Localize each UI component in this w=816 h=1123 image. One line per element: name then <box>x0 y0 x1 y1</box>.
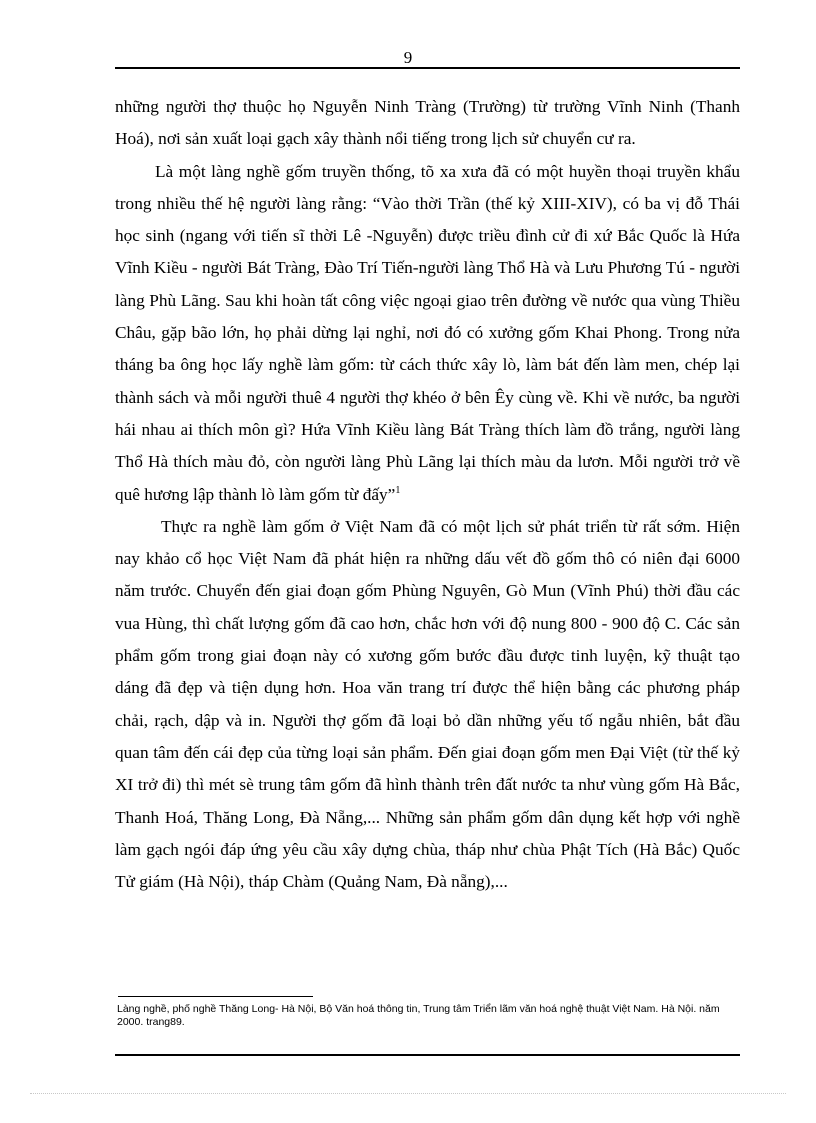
header-rule <box>115 67 740 69</box>
paragraph-2 <box>115 156 740 511</box>
paragraph-3: Thực ra nghề làm gốm ở Việt Nam đã có một lịch sử phát triển từ rất sớm. Hiện nay khảo cổ học Việt Nam đã phát hiện ra những dấu vết đồ gốm thô có niên đại 6000 năm trước. Chuyển đến giai đoạn gốm Phùng Nguyên, Gò Mun (Vĩnh Phú) thời đầu các vua Hùng, thì chất lượng gốm đã cao hơn, chắc hơn với độ nung 800 - 900 độ C. Các sản phẩm gốm trong giai đoạn này có xương gốm bước đầu được tinh luyện, kỹ thuật tạo dáng đã đẹp và tiện dụng hơn. Hoa văn trang trí được thể hiện bằng các phương pháp chải, rạch, dập và in. Người thợ gốm đã loại bỏ dần những yếu tố ngẫu nhiên, bắt đầu quan tâm đến cái đẹp của từng loại sản phẩm. Đến giai đoạn gốm men Đại Việt (từ thế kỷ XI trở đi) thì mét sè trung tâm gốm đã hình thành trên đất nước ta như vùng gốm Hà Bắc, Thanh Hoá, Thăng Long, Đà Nẵng,... Những sản phẩm gốm dân dụng kết hợp với nghề làm gạch ngói đáp ứng yêu cầu xây dựng chùa, tháp như chùa Phật Tích (Hà Bắc) Quốc Tử giám (Hà Nội), tháp Chàm (Quảng Nam, Đà nẵng),... <box>115 516 740 892</box>
paragraph-1: những người thợ thuộc họ Nguyễn Ninh Tràng (Trường) từ trường Vĩnh Ninh (Thanh Hoá), nơi sản xuất loại gạch xây thành nổi tiếng trong lịch sử chuyển cư ra. <box>115 97 740 149</box>
footer-rule <box>115 1054 740 1056</box>
footnote-reference[interactable]: 1 <box>395 484 401 496</box>
page-number: 9 <box>403 48 413 67</box>
paragraph-2-text: Là một làng nghề gốm truyền thống, tõ xa xưa đã có một huyền thoại truyền khẩu trong nhiều thế hệ người làng rằng: “Vào thời Trần (thế kỷ XIII-XIV), có ba vị đỗ Thái học sinh (ngang với tiến sĩ thời Lê -Nguyễn) được triều đình cử đi xứ Bắc Quốc là Hứa Vĩnh Kiều - người Bát Tràng, Đào Trí Tiến-người làng Thổ Hà và Lưu Phương Tú - người làng Phù Lãng. Sau khi hoàn tất công việc ngoại giao trên đường về nước qua vùng Thiều Châu, gặp bão lớn, họ phải dừng lại nghỉ, nơi đó có xưởng gốm Khai Phong. Trong nửa tháng ba ông học lấy nghề làm gốm: từ cách thức xây lò, làm bát đến làm men, chép lại thành sách và mỗi người thuê 4 người thợ khéo ở bên Êy cùng về. Khi về nước, ba người hái nhau ai thích môn gì? Hứa Vĩnh Kiều làng Bát Tràng thích làm đồ trắng, người làng Thổ Hà thích màu đỏ, còn người làng Phù Lãng lại thích màu da lươn. Mỗi người trở về quê hương lập thành lò làm gốm từ đấy” <box>115 161 740 504</box>
page-bottom-dotted-border <box>30 1093 786 1094</box>
footnote-separator <box>118 996 313 997</box>
body-text <box>115 91 740 898</box>
footnote: Làng nghề, phố nghề Thăng Long- Hà Nội, Bộ Văn hoá thông tin, Trung tâm Triển lãm văn hoá nghệ thuật Việt Nam. Hà Nội. năm 2000. trang89. <box>117 1003 720 1028</box>
